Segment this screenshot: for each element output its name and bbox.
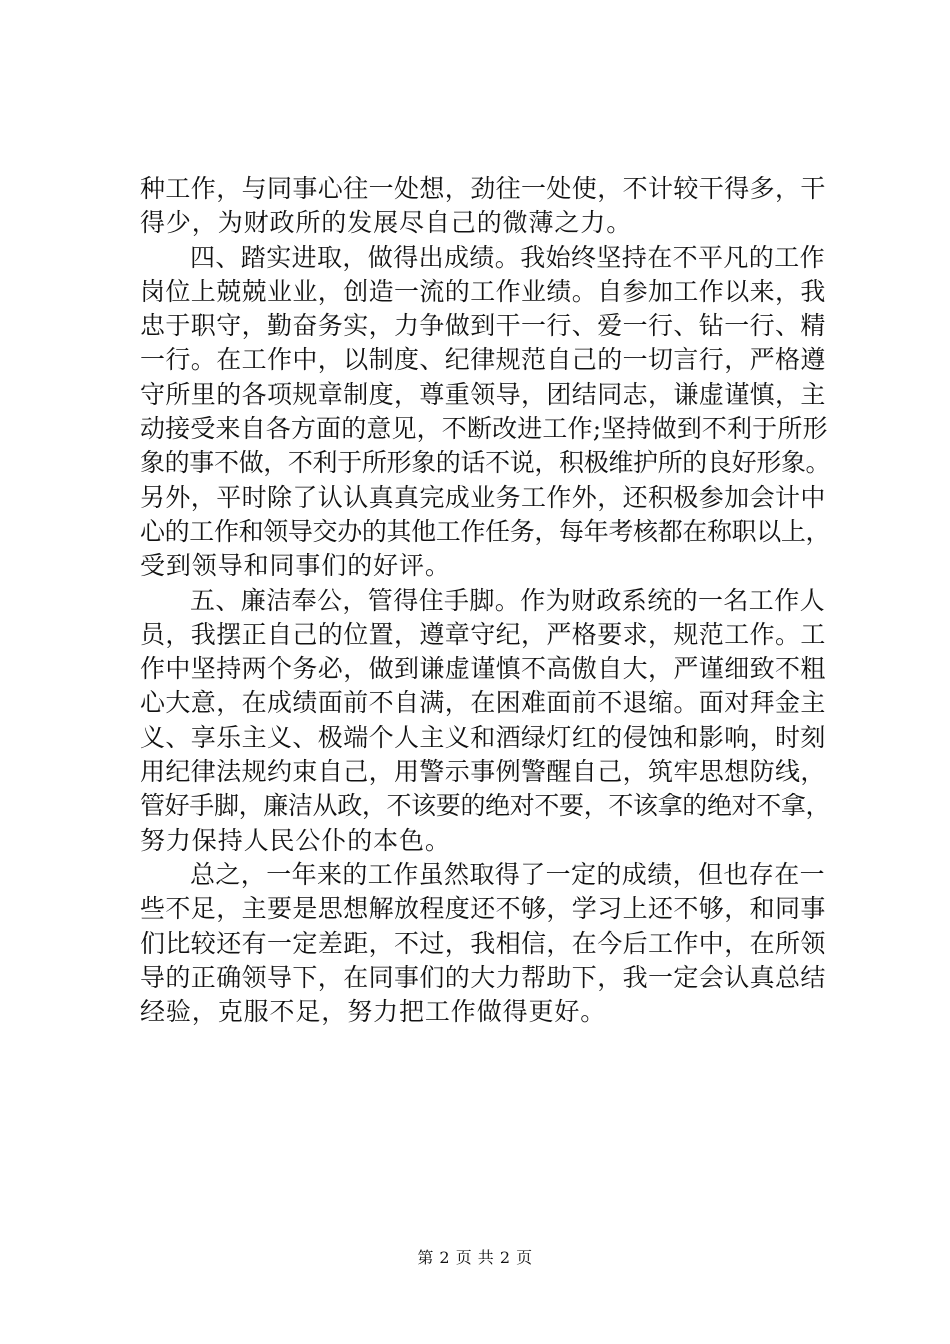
text-line: 忠于职守，勤奋务实，力争做到干一行、爱一行、钻一行、精	[140, 311, 826, 341]
text-line: 员，我摆正自己的位置，遵章守纪，严格要求，规范工作。工	[140, 619, 826, 649]
text-line: 五、廉洁奉公，管得住手脚。作为财政系统的一名工作人	[190, 585, 826, 615]
text-line: 经验，克服不足，努力把工作做得更好。	[140, 997, 607, 1027]
document-body	[140, 172, 830, 1029]
text-line: 象的事不做，不利于所形象的话不说，积极维护所的良好形象。	[140, 448, 831, 478]
text-line: 动接受来自各方面的意见，不断改进工作;坚持做到不利于所形	[140, 414, 828, 444]
text-line: 用纪律法规约束自己，用警示事例警醒自己，筑牢思想防线，	[140, 757, 826, 787]
text-line: 努力保持人民公仆的本色。	[140, 825, 451, 855]
text-line: 总之，一年来的工作虽然取得了一定的成绩，但也存在一	[190, 859, 826, 889]
text-line: 岗位上兢兢业业，创造一流的工作业绩。自参加工作以来，我	[140, 276, 826, 306]
text-line: 们比较还有一定差距，不过，我相信，在今后工作中，在所领	[140, 928, 826, 958]
text-line: 种工作，与同事心往一处想，劲往一处使，不计较干得多，干	[140, 174, 826, 203]
text-line: 一行。在工作中，以制度、纪律规范自己的一切言行，严格遵	[140, 345, 826, 375]
text-line: 四、踏实进取，做得出成绩。我始终坚持在不平凡的工作	[190, 242, 826, 272]
text-line: 守所里的各项规章制度，尊重领导，团结同志，谦虚谨慎，主	[140, 379, 826, 409]
text-line: 受到领导和同事们的好评。	[140, 551, 451, 581]
text-line: 义、享乐主义、极端个人主义和酒绿灯红的侵蚀和影响，时刻	[140, 722, 826, 752]
text-line: 心大意，在成绩面前不自满，在困难面前不退缩。面对拜金主	[140, 688, 826, 718]
text-line: 得少，为财政所的发展尽自己的微薄之力。	[140, 208, 633, 238]
text-line: 另外，平时除了认认真真完成业务工作外，还积极参加会计中	[140, 482, 826, 512]
text-line: 作中坚持两个务必，做到谦虚谨慎不高傲自大，严谨细致不粗	[140, 654, 826, 684]
text-line: 心的工作和领导交办的其他工作任务，每年考核都在称职以上，	[140, 516, 831, 546]
page-number-footer: 第 2 页 共 2 页	[417, 1248, 533, 1267]
text-line: 导的正确领导下，在同事们的大力帮助下，我一定会认真总结	[140, 962, 826, 992]
text-line: 管好手脚，廉洁从政，不该要的绝对不要，不该拿的绝对不拿，	[140, 791, 831, 821]
text-line: 些不足，主要是思想解放程度还不够，学习上还不够，和同事	[140, 894, 826, 924]
